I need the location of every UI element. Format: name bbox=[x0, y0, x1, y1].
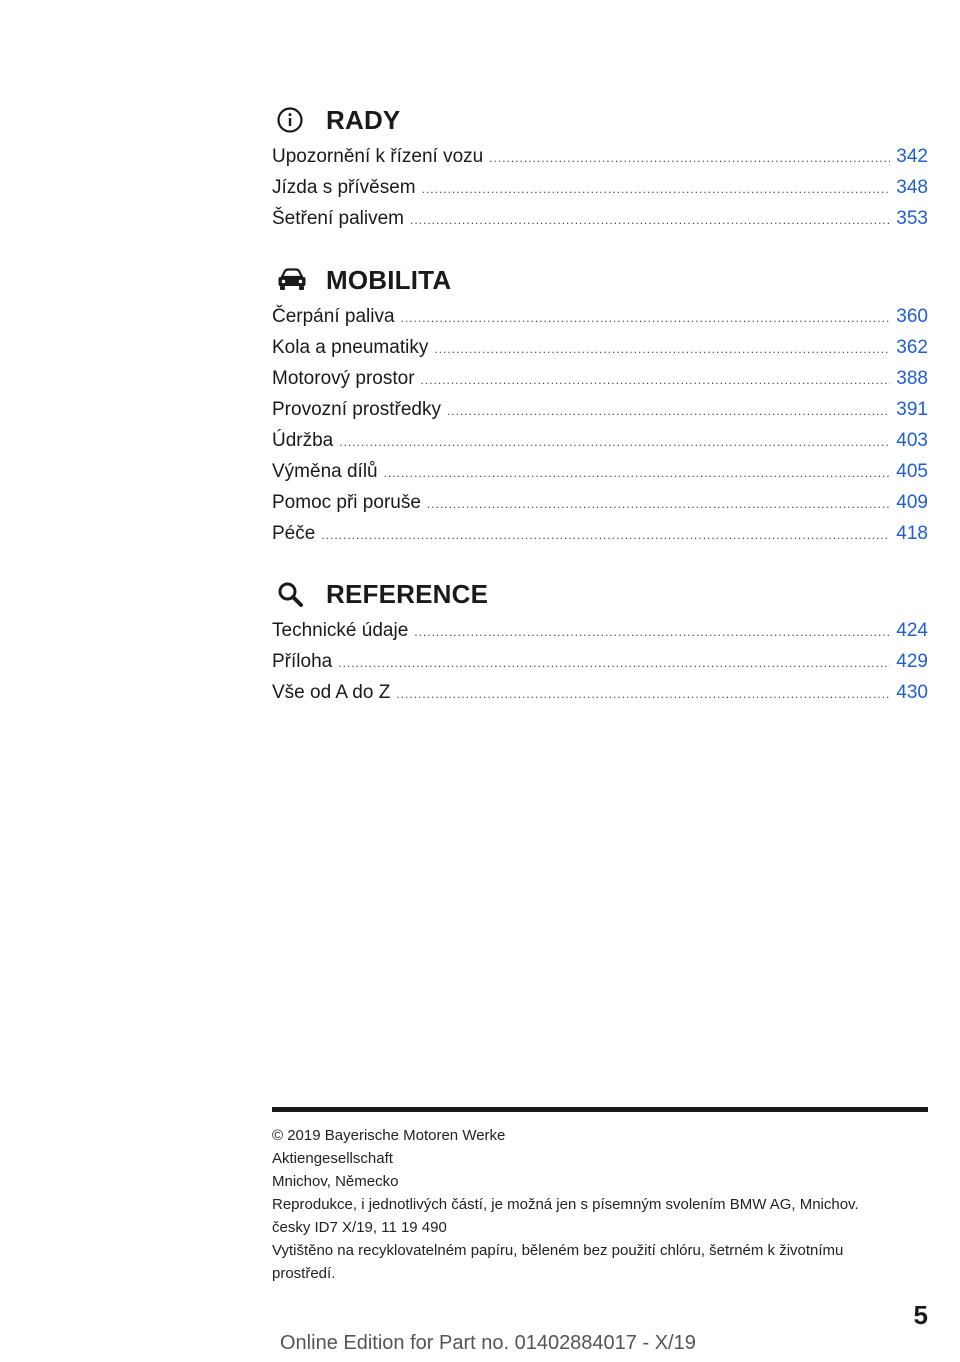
dot-leader bbox=[401, 311, 890, 325]
imprint-location: Mnichov, Německo bbox=[272, 1173, 399, 1190]
dot-leader bbox=[384, 466, 890, 480]
dot-leader bbox=[421, 373, 890, 387]
toc-entry-label: Kola a pneumatiky bbox=[272, 337, 429, 358]
toc-entry-label: Příloha bbox=[272, 651, 333, 672]
dot-leader bbox=[321, 528, 890, 542]
toc-entry[interactable] bbox=[272, 177, 928, 208]
dot-leader bbox=[410, 213, 890, 227]
toc-entry[interactable] bbox=[272, 620, 928, 651]
toc-entry-page-link[interactable]: 403 bbox=[896, 430, 928, 451]
toc-entry-label: Upozornění k řízení vozu bbox=[272, 146, 484, 167]
toc-entry[interactable] bbox=[272, 306, 928, 337]
toc-entry-label: Technické údaje bbox=[272, 620, 409, 641]
toc-entry-page-link[interactable]: 429 bbox=[896, 651, 928, 672]
imprint-company: Aktiengesellschaft bbox=[272, 1150, 393, 1167]
toc-entry[interactable] bbox=[272, 337, 928, 368]
toc-entry-label: Výměna dílů bbox=[272, 461, 378, 482]
toc-entry[interactable] bbox=[272, 208, 928, 239]
dot-leader bbox=[396, 687, 890, 701]
divider-rule bbox=[272, 1107, 928, 1112]
toc-entry-page-link[interactable]: 348 bbox=[896, 177, 928, 198]
toc-entry[interactable] bbox=[272, 651, 928, 682]
toc-entry-page-link[interactable]: 362 bbox=[896, 337, 928, 358]
toc-entry-label: Pomoc při poruše bbox=[272, 492, 421, 513]
dot-leader bbox=[414, 625, 890, 639]
imprint-paper-notice-cont: prostředí. bbox=[272, 1265, 336, 1282]
toc-entry-page-link[interactable]: 388 bbox=[896, 368, 928, 389]
section-header bbox=[272, 574, 928, 614]
section-title: RADY bbox=[326, 104, 401, 135]
section-header bbox=[272, 260, 928, 300]
toc-entry-page-link[interactable]: 418 bbox=[896, 523, 928, 544]
info-icon bbox=[272, 104, 314, 136]
dot-leader bbox=[339, 435, 890, 449]
imprint-copyright: © 2019 Bayerische Motoren Werke bbox=[272, 1127, 506, 1144]
toc-entry[interactable] bbox=[272, 682, 928, 713]
toc-section-mobilita bbox=[272, 260, 928, 554]
toc-entry-label: Provozní prostředky bbox=[272, 399, 441, 420]
toc-entry-page-link[interactable]: 409 bbox=[896, 492, 928, 513]
toc-entry[interactable] bbox=[272, 492, 928, 523]
dot-leader bbox=[427, 497, 890, 511]
toc-entry-label: Jízda s přívěsem bbox=[272, 177, 416, 198]
dot-leader bbox=[338, 656, 890, 670]
imprint-edition: česky ID7 X/19, 11 19 490 bbox=[272, 1219, 447, 1236]
toc-entry-label: Motorový prostor bbox=[272, 368, 415, 389]
search-icon bbox=[272, 578, 314, 610]
dot-leader bbox=[434, 342, 890, 356]
section-header bbox=[272, 100, 928, 140]
footer-edition: Online Edition for Part no. 01402884017 - X/19 bbox=[280, 1332, 696, 1354]
toc-entry-label: Vše od A do Z bbox=[272, 682, 391, 703]
toc-entry-label: Údržba bbox=[272, 430, 334, 451]
toc-entry[interactable] bbox=[272, 399, 928, 430]
section-title: MOBILITA bbox=[326, 264, 452, 295]
dot-leader bbox=[422, 182, 890, 196]
toc-section-rady bbox=[272, 100, 928, 239]
toc-entry-page-link[interactable]: 360 bbox=[896, 306, 928, 327]
toc-entry[interactable] bbox=[272, 461, 928, 492]
imprint-block bbox=[272, 1124, 928, 1285]
toc-entry-label: Šetření palivem bbox=[272, 208, 405, 229]
dot-leader bbox=[447, 404, 890, 418]
toc-section-reference bbox=[272, 574, 928, 713]
dot-leader bbox=[489, 151, 890, 165]
toc-entry-page-link[interactable]: 353 bbox=[896, 208, 928, 229]
toc-entry[interactable] bbox=[272, 368, 928, 399]
toc-entry-page-link[interactable]: 424 bbox=[896, 620, 928, 641]
toc-entry-label: Péče bbox=[272, 523, 316, 544]
toc-entry-page-link[interactable]: 430 bbox=[896, 682, 928, 703]
toc-entry-page-link[interactable]: 391 bbox=[896, 399, 928, 420]
page-number: 5 bbox=[913, 1300, 928, 1330]
toc-entry[interactable] bbox=[272, 146, 928, 177]
imprint-reproduction-notice: Reprodukce, i jednotlivých částí, je možná jen s písemným svolením BMW AG, Mnichov. bbox=[272, 1196, 859, 1213]
section-title: REFERENCE bbox=[326, 578, 489, 609]
car-icon bbox=[272, 264, 314, 296]
toc-entry-label: Čerpání paliva bbox=[272, 306, 395, 327]
toc-entry-page-link[interactable]: 405 bbox=[896, 461, 928, 482]
toc-entry-page-link[interactable]: 342 bbox=[896, 146, 928, 167]
toc-entry[interactable] bbox=[272, 523, 928, 554]
toc-entry[interactable] bbox=[272, 430, 928, 461]
imprint-paper-notice: Vytištěno na recyklovatelném papíru, běleném bez použití chlóru, šetrném k životnímu bbox=[272, 1242, 844, 1259]
